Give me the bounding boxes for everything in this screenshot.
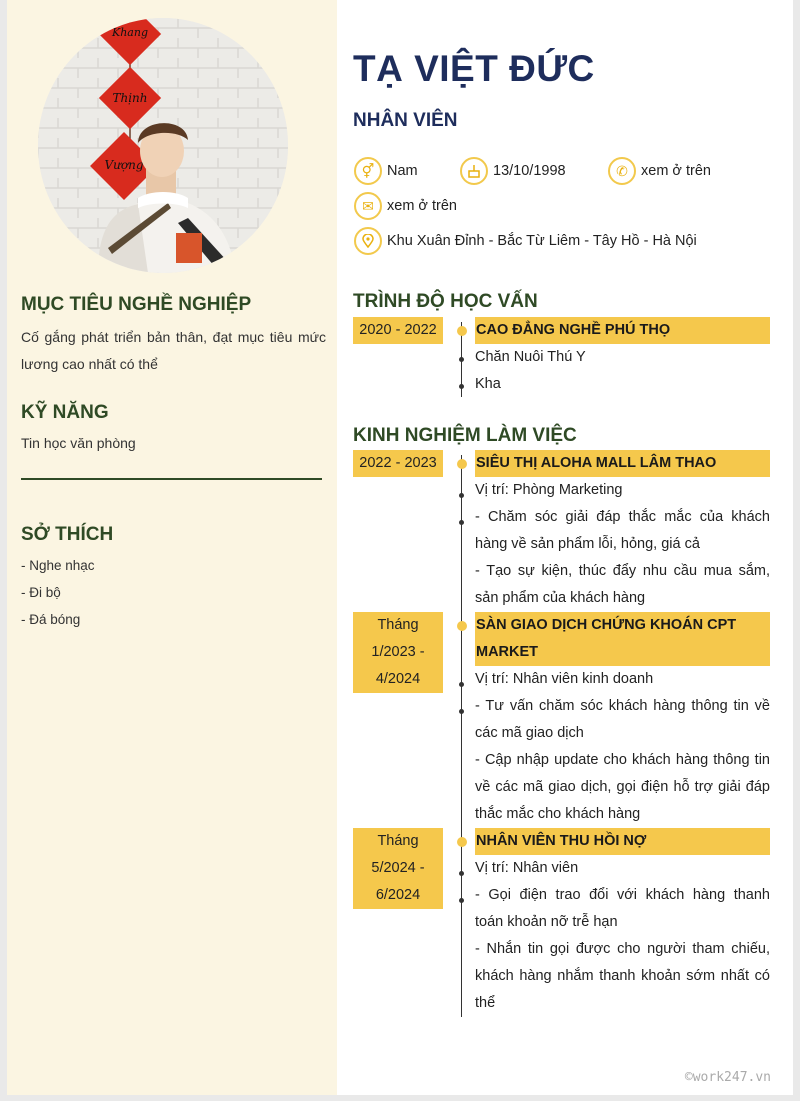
candidate-position: NHÂN VIÊN: [353, 110, 458, 131]
hobby-item: - Đá bóng: [21, 612, 81, 627]
bullet-dot: [459, 520, 464, 525]
bullet-dot: [459, 871, 464, 876]
experience-title: KINH NGHIỆM LÀM VIỆC: [353, 425, 577, 446]
candidate-name: TẠ VIỆT ĐỨC: [353, 48, 595, 89]
email-value: xem ở trên: [387, 198, 457, 214]
desc-line: hàng về sản phẩm lỗi, hỏng, giá cả: [475, 536, 700, 552]
bullet-dot: [459, 709, 464, 714]
job-date-line: Tháng: [377, 833, 419, 849]
gender-icon: ⚥: [354, 157, 382, 185]
job-date: [353, 828, 443, 909]
birthday-value: 13/10/1998: [493, 163, 566, 179]
job-date: [353, 450, 443, 477]
gender-value: Nam: [387, 163, 418, 179]
sign-text-2: Thịnh: [112, 91, 148, 105]
desc-line: - Chăm sóc giải đáp thắc mắc của khách: [475, 509, 770, 525]
phone-value: xem ở trên: [641, 163, 711, 179]
sign-text-3: Vượng: [104, 158, 144, 172]
birthday-info: [460, 157, 566, 185]
education-major: Chăn Nuôi Thú Y: [475, 349, 586, 365]
desc-line: - Tạo sự kiện, thúc đẩy nhu cầu mua sắm,: [475, 563, 770, 579]
phone-icon: ✆: [608, 157, 636, 185]
sign-text-1: Khang: [112, 26, 148, 39]
job-date: [353, 612, 443, 693]
address-value: Khu Xuân Đỉnh - Bắc Từ Liêm - Tây Hồ - Hà Nội: [387, 233, 697, 249]
desc-line: về các mã giao dịch, gọi điện hỗ trợ giải đáp: [475, 779, 770, 795]
desc-line: - Cập nhập update cho khách hàng thông tin: [475, 752, 770, 768]
desc-line: thắc mắc cho khách hàng: [475, 806, 641, 822]
job-date-line: 5/2024 -: [371, 860, 425, 876]
education-school: CAO ĐẲNG NGHỀ PHÚ THỌ: [475, 317, 770, 344]
job-date-line: 1/2023 -: [371, 644, 425, 660]
watermark: ©work247.vn: [684, 1070, 771, 1085]
job-company-line: SIÊU THỊ ALOHA MALL LÂM THAO: [476, 455, 717, 471]
job-date-line: 4/2024: [375, 671, 421, 687]
experience-timeline-line: [461, 455, 462, 1017]
education-date: 2020 - 2022: [353, 317, 443, 344]
timeline-dot: [457, 837, 467, 847]
avatar: [38, 18, 288, 273]
job-company-line: MARKET: [476, 644, 539, 660]
desc-line: - Tư vấn chăm sóc khách hàng thông tin về: [475, 698, 770, 714]
job-company-line: SÀN GIAO DỊCH CHỨNG KHOÁN CPT: [476, 617, 737, 633]
address-info: [354, 227, 697, 255]
gender-info: [354, 157, 418, 185]
job-company: [475, 612, 770, 666]
desc-line: sản phẩm của khách hàng: [475, 590, 646, 606]
email-info: [354, 192, 457, 220]
job-date-line: Tháng: [377, 617, 419, 633]
job-description: [475, 504, 770, 558]
job-description: [475, 693, 770, 747]
hobby-item: - Nghe nhạc: [21, 558, 95, 573]
avatar-photo: [38, 18, 288, 273]
bullet-dot: [459, 898, 464, 903]
hobby-item: - Đi bộ: [21, 585, 61, 600]
job-company-line: NHÂN VIÊN THU HỒI NỢ: [476, 833, 647, 849]
desc-line: - Gọi điện trao đổi với khách hàng thanh: [475, 887, 770, 903]
education-grade: Kha: [475, 376, 501, 392]
objective-title: MỤC TIÊU NGHỀ NGHIỆP: [21, 294, 252, 315]
skill-item: Tin học văn phòng: [21, 435, 136, 451]
job-date-line: 2022 - 2023: [359, 455, 437, 471]
job-date-line: 6/2024: [375, 887, 421, 903]
skills-title: KỸ NĂNG: [21, 402, 109, 423]
cv-page: [7, 0, 793, 1095]
sidebar: [7, 0, 337, 1095]
job-company: [475, 450, 770, 477]
bullet-dot: [459, 384, 464, 389]
hobbies-title: SỞ THÍCH: [21, 524, 114, 545]
job-role: Vị trí: Nhân viên: [475, 860, 579, 876]
desc-line: toán khoản nỡ trễ hạn: [475, 914, 618, 930]
bullet-dot: [459, 357, 464, 362]
email-icon: ✉: [354, 192, 382, 220]
job-company: [475, 828, 770, 855]
job-role: Vị trí: Phòng Marketing: [475, 482, 623, 498]
location-pin-icon: [354, 227, 382, 255]
job-role: Vị trí: Nhân viên kinh doanh: [475, 671, 654, 687]
desc-line: thể: [475, 995, 496, 1011]
phone-info: [608, 157, 711, 185]
timeline-dot: [457, 459, 467, 469]
job-description: [475, 882, 770, 936]
desc-line: các mã giao dịch: [475, 725, 584, 741]
job-description: [475, 558, 770, 612]
bullet-dot: [459, 493, 464, 498]
education-title: TRÌNH ĐỘ HỌC VẤN: [353, 291, 538, 312]
job-description: [475, 747, 770, 828]
section-divider: [21, 478, 322, 480]
birthday-cake-icon: [460, 157, 488, 185]
job-description: [475, 936, 770, 1017]
bullet-dot: [459, 682, 464, 687]
timeline-dot: [457, 621, 467, 631]
timeline-dot: [457, 326, 467, 336]
desc-line: - Nhắn tin gọi được cho người tham chiếu,: [475, 941, 770, 957]
objective-text: Cố gắng phát triển bản thân, đạt mục tiêu mức lương cao nhất có thể: [21, 329, 326, 372]
desc-line: khách hàng nhắm thanh khoản sớm nhất có: [475, 968, 770, 984]
